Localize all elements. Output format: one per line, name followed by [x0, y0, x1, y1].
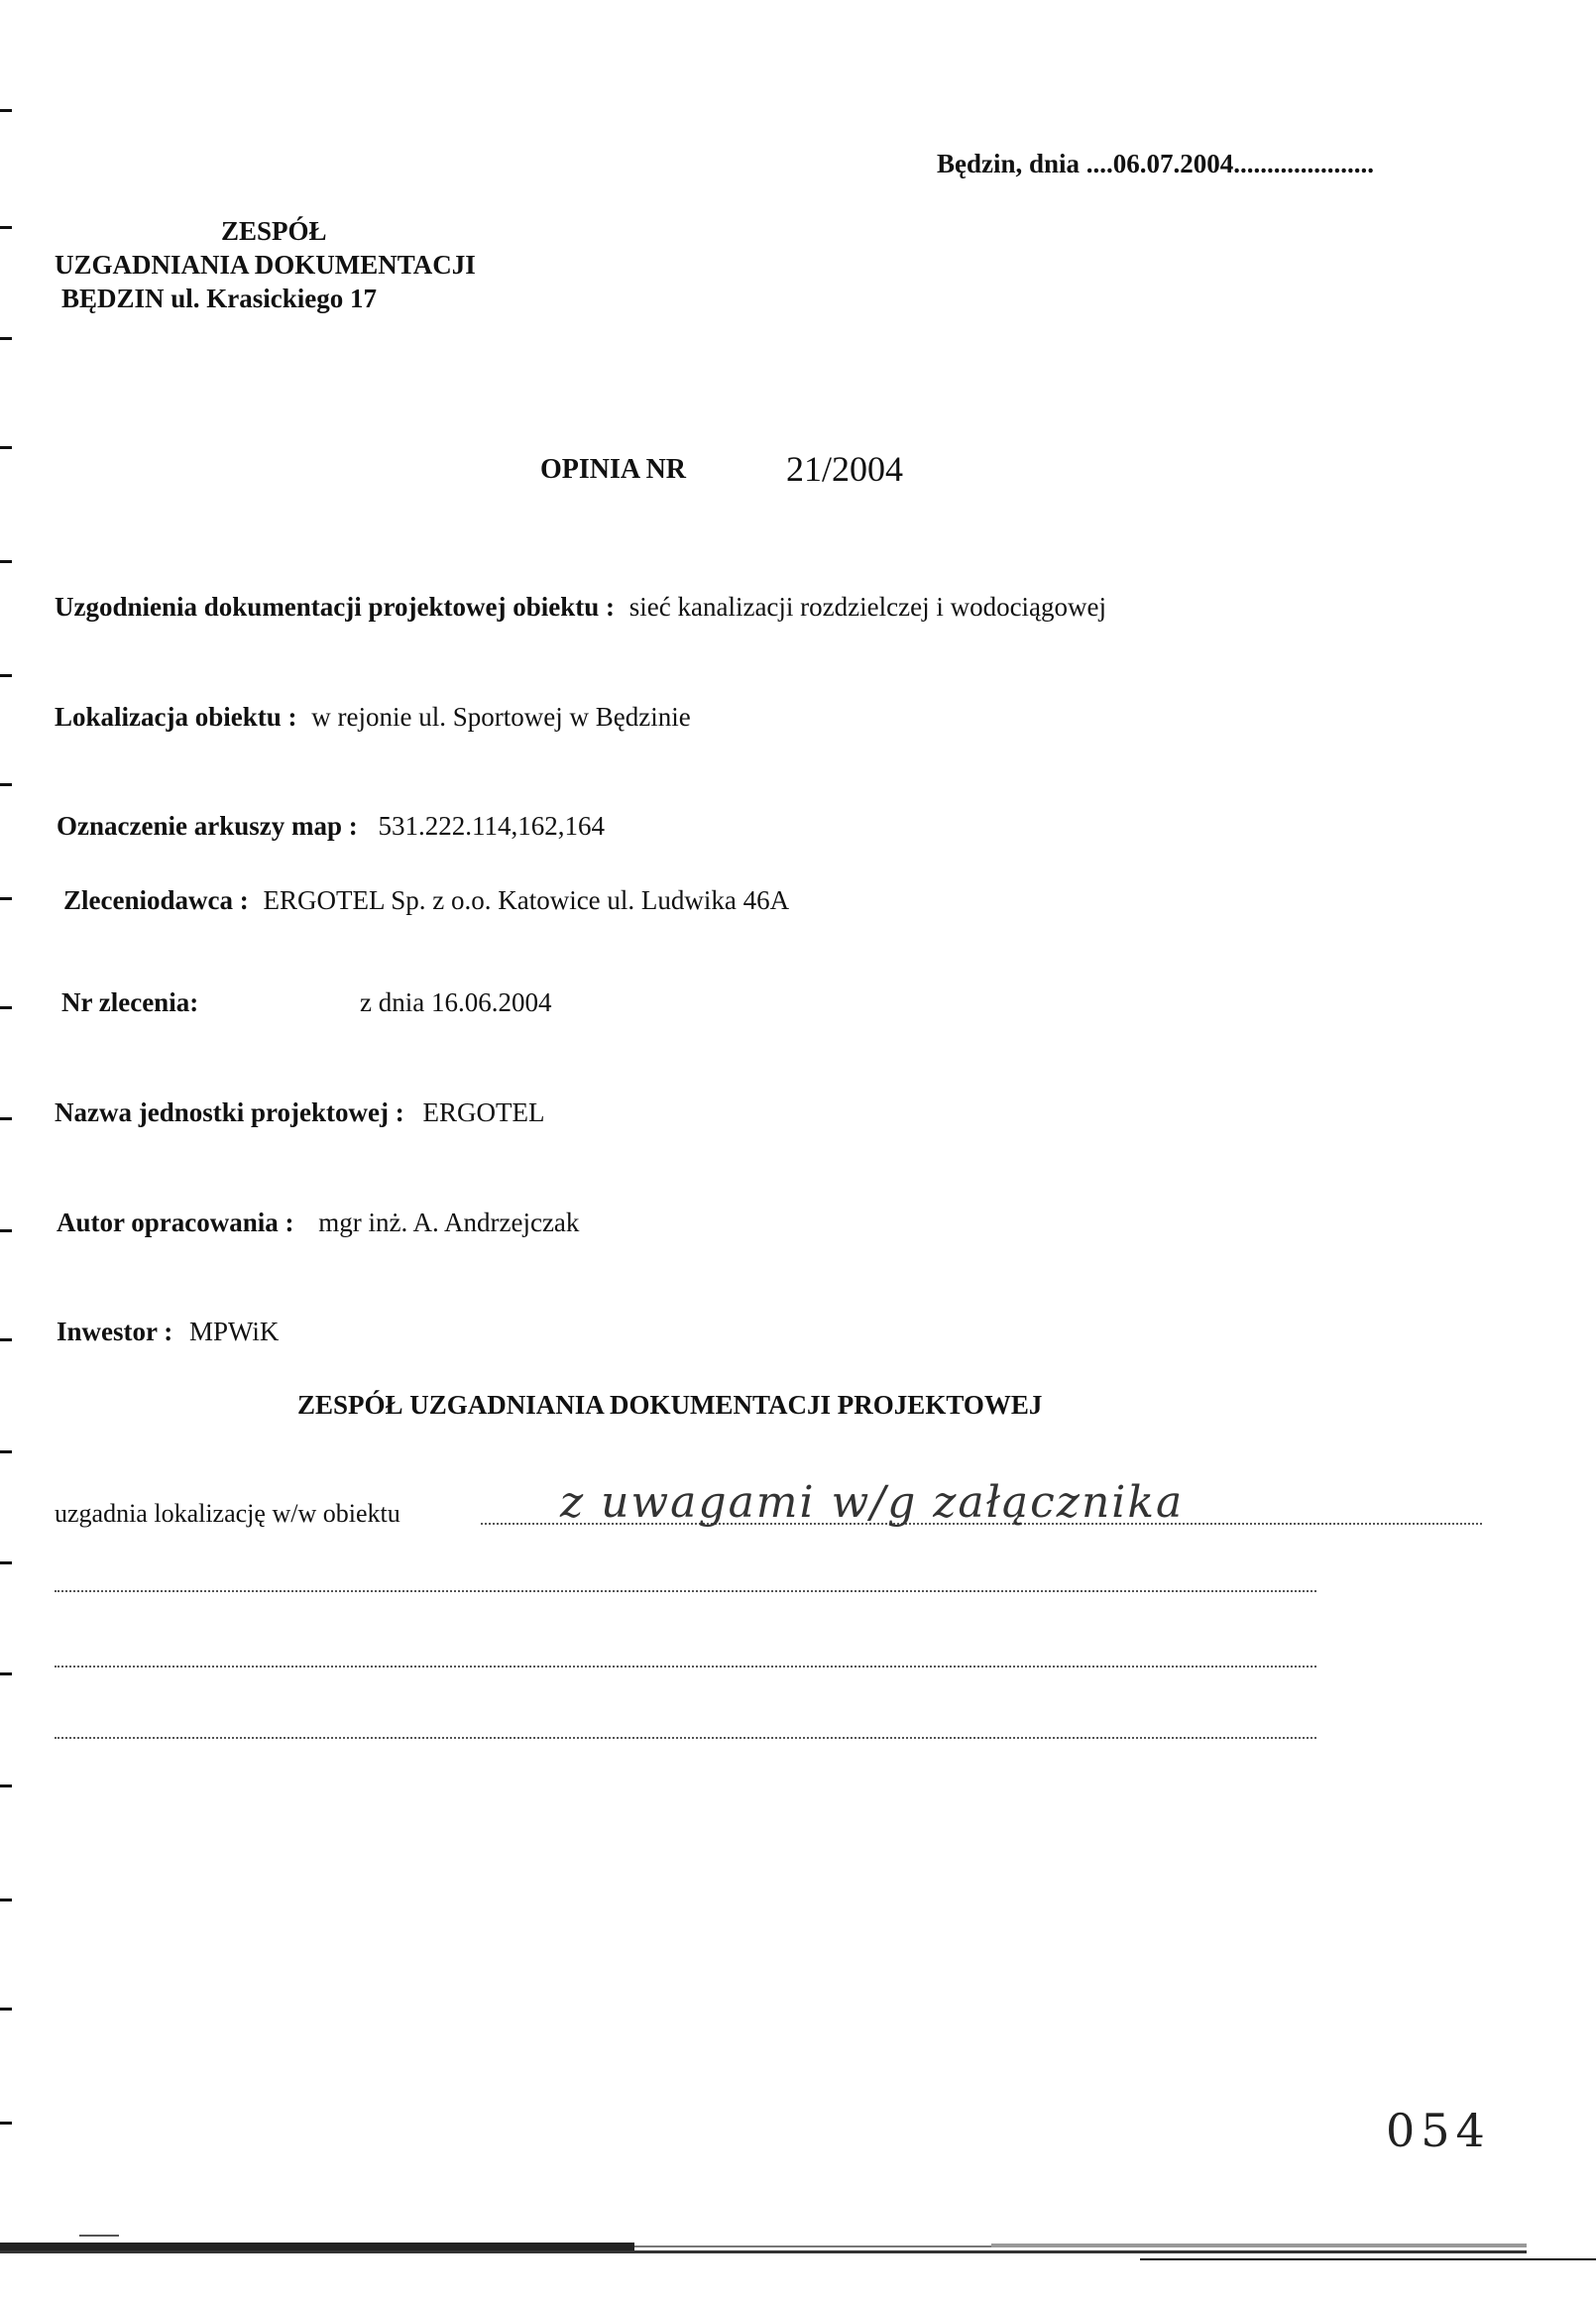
handwritten-note: z uwagami w/g załącznika [560, 1477, 1185, 1528]
org-address: BĘDZIN ul. Krasickiego 17 [61, 284, 378, 313]
field-lokalizacja-label: Lokalizacja obiektu : [55, 702, 297, 732]
field-autor-label: Autor opracowania : [57, 1208, 294, 1237]
field-dokumentacja-value: sieć kanalizacji rozdzielczej i wodociągowej [628, 592, 1107, 622]
field-autor-value: mgr inż. A. Andrzejczak [318, 1208, 580, 1237]
field-inwestor-label: Inwestor : [57, 1317, 173, 1346]
section-heading: ZESPÓŁ UZGADNIANIA DOKUMENTACJI PROJEKTOWEJ [297, 1390, 1043, 1420]
field-jednostka-value: ERGOTEL [422, 1097, 545, 1127]
field-zleceniodawca-value: ERGOTEL Sp. z o.o. Katowice ul. Ludwika 46A [263, 885, 790, 915]
field-jednostka [55, 1097, 544, 1128]
field-arkusze [57, 811, 605, 842]
field-inwestor-value: MPWiK [189, 1317, 280, 1346]
date-line: Będzin, dnia ....06.07.2004..................... [937, 149, 1375, 178]
field-arkusze-label: Oznaczenie arkuszy map : [57, 811, 358, 841]
field-jednostka-label: Nazwa jednostki projektowej : [55, 1097, 404, 1127]
org-name-line2: UZGADNIANIA DOKUMENTACJI [55, 250, 476, 280]
page-number: 054 [1386, 2104, 1491, 2157]
field-zleceniodawca [63, 885, 789, 916]
fill-line-3 [55, 1666, 1316, 1668]
fill-line-4 [55, 1737, 1316, 1739]
scan-edge-artifact [0, 2229, 1596, 2268]
field-lokalizacja [55, 702, 691, 733]
field-dokumentacja [55, 592, 1106, 623]
field-nr-zlecenia-label: Nr zlecenia: [61, 987, 199, 1017]
field-inwestor [57, 1317, 279, 1347]
field-arkusze-value: 531.222.114,162,164 [378, 811, 605, 841]
field-autor [57, 1208, 579, 1238]
opinion-title-label: OPINIA NR [540, 454, 687, 485]
field-nr-zlecenia-value: z dnia 16.06.2004 [360, 987, 552, 1017]
fill-line-2 [55, 1590, 1316, 1592]
field-zleceniodawca-label: Zleceniodawca : [63, 885, 249, 915]
field-nr-zlecenia [61, 987, 198, 1018]
opinion-number: 21/2004 [786, 449, 904, 489]
field-lokalizacja-value: w rejonie ul. Sportowej w Będzinie [311, 702, 691, 732]
org-name-line1: ZESPÓŁ [221, 216, 327, 246]
uzgadnia-label: uzgadnia lokalizację w/w obiektu [55, 1499, 400, 1528]
field-dokumentacja-label: Uzgodnienia dokumentacji projektowej obiektu : [55, 592, 616, 622]
